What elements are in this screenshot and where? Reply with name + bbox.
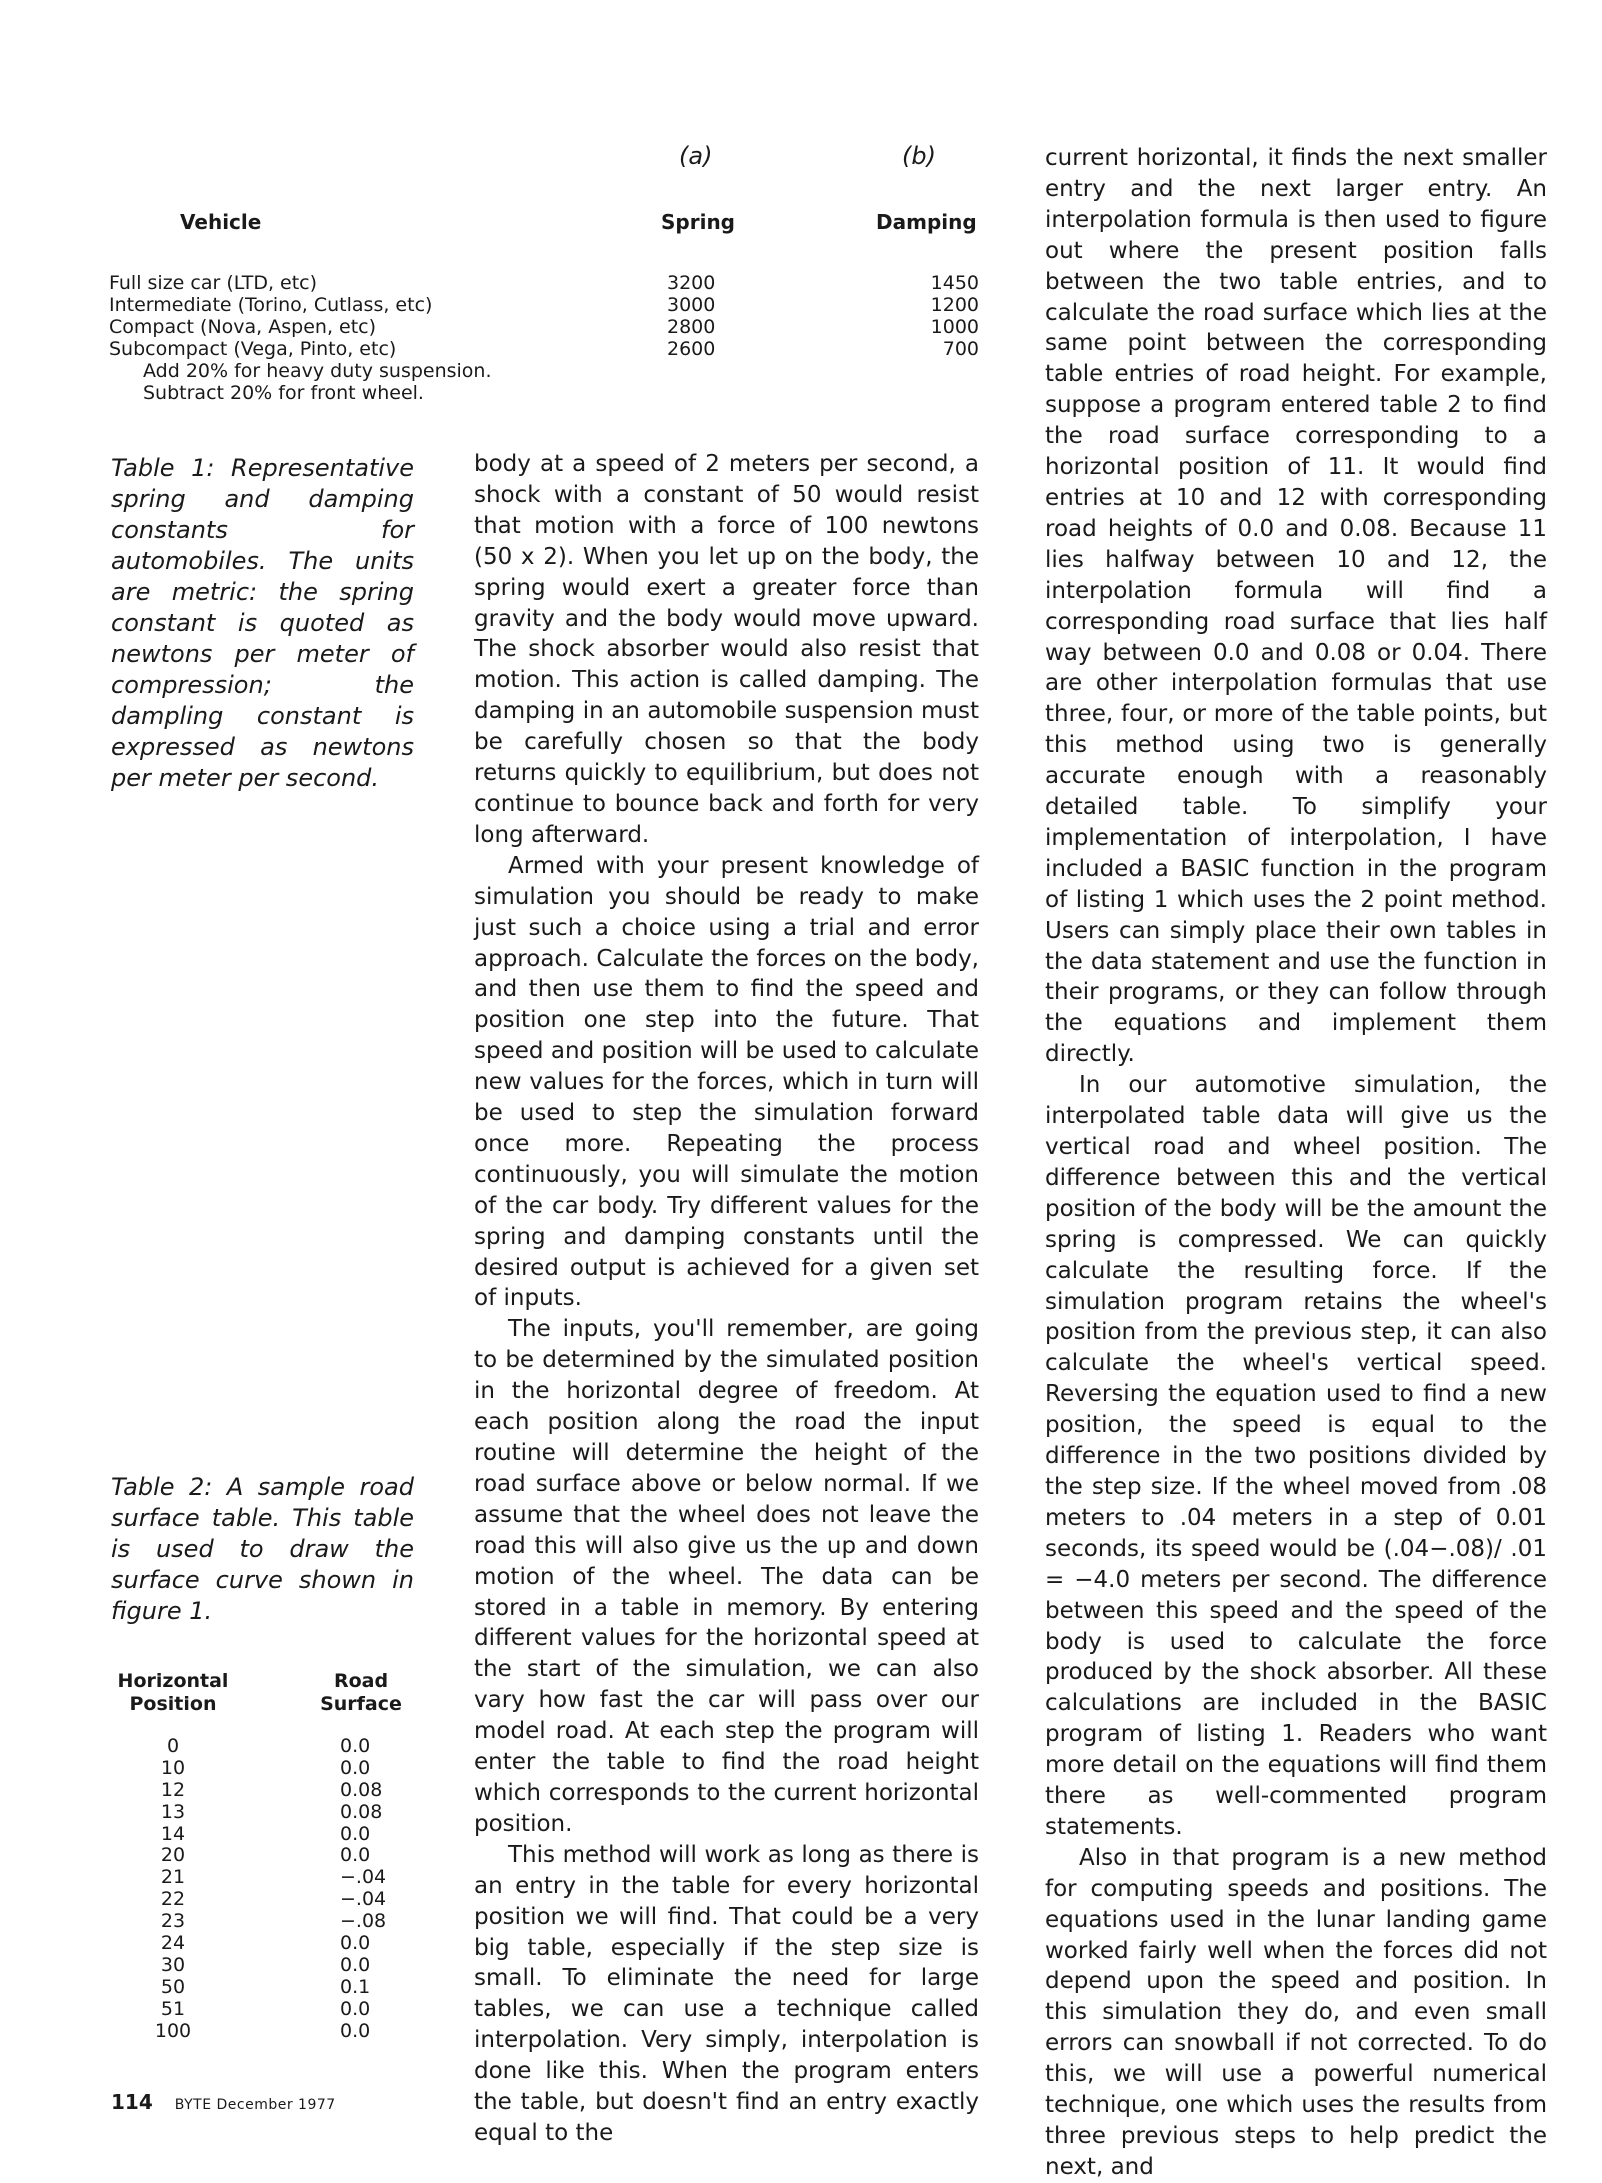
damping-cell: 700 xyxy=(942,338,979,360)
table-row xyxy=(113,1780,413,1802)
position-cell: 24 xyxy=(160,1932,186,1955)
position-cell: 10 xyxy=(160,1756,186,1779)
paragraph: Armed with your present knowledge of simulation you should be ready to make just such a choice using a trial and error approach. Calculate the forces on the body, and then use them to find the speed and position one step into the future. That speed and position will be used to calculate new values for the forces, which in turn will be used to step the simulation forward once more. Repeating the process continuously, you will simulate the motion of the car body. Try different values for the spring and damping constants until the desired output is achieved for a given set of inputs. xyxy=(474,852,979,1312)
table-row xyxy=(113,1802,413,1824)
paragraph: This method will work as long as there is an entry in the table for every horizontal position we will find. That could be a very big table, especially if the step size is small. To eliminate the need for large tables, we can use a technique called interpolation. Very simply, interpolation is done like this. When the program enters the table, but doesn't find an entry exactly equal to the xyxy=(474,1841,979,2146)
surface-cell: 0.08 xyxy=(340,1778,383,1801)
vehicle-header: Vehicle xyxy=(180,210,262,234)
paragraph: Also in that program is a new method for computing speeds and positions. The equations used in the lunar landing game worked fairly well when the forces did not depend upon the speed and position. In this simulation they do, and even small errors can snowball if not corrected. To do this, we will use a powerful numerical technique, one which uses the results from three previous steps to help predict the next, and xyxy=(1045,1844,1547,2180)
surface-cell: −.04 xyxy=(340,1866,387,1889)
right-column xyxy=(1045,143,1547,2183)
spring-cell: 2600 xyxy=(667,338,716,360)
surface-cell: 0.0 xyxy=(340,1844,371,1867)
paragraph: current horizontal, it finds the next smaller entry and the next larger entry. An interpolation formula is then used to figure out where the present position falls between the two table entries, and to calculate the road surface which lies at the same point between the corresponding table entries of road height. For example, suppose a program entered table 2 to find the road surface corresponding to a horizontal position of 11. It would find entries at 10 and 12 with corresponding road heights of 0.0 and 0.08. Because 11 lies halfway between 10 and 12, the interpolation formula will find a corresponding road surface that lies half way between 0.0 and 0.08 or 0.04. There are other interpolation formulas that use three, four, or more of the table points, but this method using two is generally accurate enough with a reasonably detailed table. To simplify your implementation of interpolation, I have included a BASIC function in the program of listing 1 which uses the 2 point method. Users can simply place their own tables in the data statement and use the function in their programs, or they can follow through the equations and implement them directly. xyxy=(1045,145,1547,1068)
table2-rows xyxy=(113,1736,413,2042)
table1-note: Subtract 20% for front wheel. xyxy=(143,382,424,404)
surface-cell: 0.08 xyxy=(340,1800,383,1823)
table-row xyxy=(113,1977,413,1999)
table1-rows xyxy=(109,272,979,404)
surface-cell: −.04 xyxy=(340,1888,387,1911)
spring-cell: 3000 xyxy=(667,294,716,316)
table-row xyxy=(109,338,979,360)
table-row xyxy=(113,1736,413,1758)
middle-column xyxy=(474,449,979,2149)
page-number: 114 xyxy=(111,2090,153,2114)
surface-cell: −.08 xyxy=(340,1910,387,1933)
position-cell: 21 xyxy=(160,1866,186,1889)
table-row xyxy=(113,1867,413,1889)
table-row xyxy=(109,294,979,316)
position-cell: 22 xyxy=(160,1888,186,1911)
paragraph: In our automotive simulation, the interpolated table data will give us the vertical road and wheel position. The difference between this and the vertical position of the body will be the amount the spring is compressed. We can quickly calculate the resulting force. If the simulation program retains the wheel's position from the previous step, it can also calculate the wheel's vertical speed. Reversing the equation used to find a new position, the speed is equal to the difference in the two positions divided by the step size. If the wheel moved from .08 meters to .04 meters in a step of 0.01 seconds, its speed would be (.04−.08)/ .01 = −4.0 meters per second. The difference between this speed and the speed of the body is used to calculate the force produced by the shock absorber. All these calculations are included in the BASIC program of listing 1. Readers who want more detail on the equations will find them there as well-commented program statements. xyxy=(1045,1072,1547,1840)
position-cell: 0 xyxy=(166,1735,180,1757)
table-row xyxy=(109,316,979,338)
position-cell: 51 xyxy=(160,1997,186,2020)
surface-cell: 0.0 xyxy=(340,1997,371,2020)
table-row xyxy=(113,1999,413,2021)
damping-cell: 1000 xyxy=(930,316,979,338)
paragraph: The inputs, you'll remember, are going to be determined by the simulated position in the horizontal degree of freedom. At each position along the road the input routine will determine the height of the road surface above or below normal. If we assume that the wheel does not leave the road this will also give us the up and down motion of the wheel. The data can be stored in a table in memory. By entering different values for the horizontal speed at the start of the simulation, we can also vary how fast the car will pass over our model road. At each step the program will enter the table to find the road height which corresponds to the current horizontal position. xyxy=(474,1316,979,1837)
damping-cell: 1200 xyxy=(930,294,979,316)
table1-caption: Table 1: Representative spring and damping constants for automobiles. The units are metric: the spring constant is quoted as newtons per meter of compression; the dampling constant is expressed as newtons per meter per second. xyxy=(111,454,414,792)
position-cell: 30 xyxy=(160,1953,186,1976)
table-row xyxy=(113,1758,413,1780)
spring-cell: 2800 xyxy=(667,316,716,338)
magazine-issue: BYTE December 1977 xyxy=(174,2097,336,2113)
table-row xyxy=(113,1955,413,1977)
surface-cell: 0.0 xyxy=(340,1756,371,1779)
position-cell: 12 xyxy=(160,1778,186,1801)
table-row xyxy=(109,272,979,294)
surface-cell: 0.1 xyxy=(340,1975,371,1998)
surface-cell: 0.0 xyxy=(340,1822,371,1845)
position-cell: 13 xyxy=(160,1800,186,1823)
column-a-label: (a) xyxy=(679,142,713,170)
table-row xyxy=(113,2021,413,2043)
surface-cell: 0.0 xyxy=(340,1953,371,1976)
position-cell: 20 xyxy=(160,1844,186,1867)
surface-cell: 0.0 xyxy=(340,1735,371,1757)
vehicle-cell: Full size car (LTD, etc) xyxy=(109,272,318,294)
road-surface-header: Road Surface xyxy=(320,1670,402,1715)
table-row xyxy=(113,1824,413,1846)
table-row xyxy=(113,1911,413,1933)
paragraph: body at a speed of 2 meters per second, a shock with a constant of 50 would resist that motion with a force of 100 newtons (50 x 2). When you let up on the body, the spring would exert a greater force than gravity and the body would move upward. The shock absorber would also resist that motion. This action is called damping. The damping in an automobile suspension must be carefully chosen so that the body returns quickly to equilibrium, but does not continue to bounce back and forth for very long afterward. xyxy=(474,451,979,848)
table1-note: Add 20% for heavy duty suspension. xyxy=(143,360,492,382)
vehicle-cell: Intermediate (Torino, Cutlass, etc) xyxy=(109,294,433,316)
table-row xyxy=(113,1889,413,1911)
column-b-label: (b) xyxy=(902,142,936,170)
position-cell: 23 xyxy=(160,1910,186,1933)
damping-header: Damping xyxy=(876,210,977,234)
page-footer xyxy=(111,2090,336,2114)
surface-cell: 0.0 xyxy=(340,1932,371,1955)
position-cell: 50 xyxy=(160,1975,186,1998)
table2-caption: Table 2: A sample road surface table. This table is used to draw the surface curve shown in figure 1. xyxy=(111,1473,414,1625)
vehicle-cell: Subcompact (Vega, Pinto, etc) xyxy=(109,338,397,360)
surface-cell: 0.0 xyxy=(340,2019,371,2042)
table-row xyxy=(113,1933,413,1955)
table-row xyxy=(113,1845,413,1867)
spring-header: Spring xyxy=(661,210,735,234)
spring-cell: 3200 xyxy=(667,272,716,294)
vehicle-cell: Compact (Nova, Aspen, etc) xyxy=(109,316,377,338)
horizontal-position-header: Horizontal Position xyxy=(117,1670,229,1715)
position-cell: 14 xyxy=(160,1822,186,1845)
damping-cell: 1450 xyxy=(930,272,979,294)
position-cell: 100 xyxy=(154,2019,192,2042)
